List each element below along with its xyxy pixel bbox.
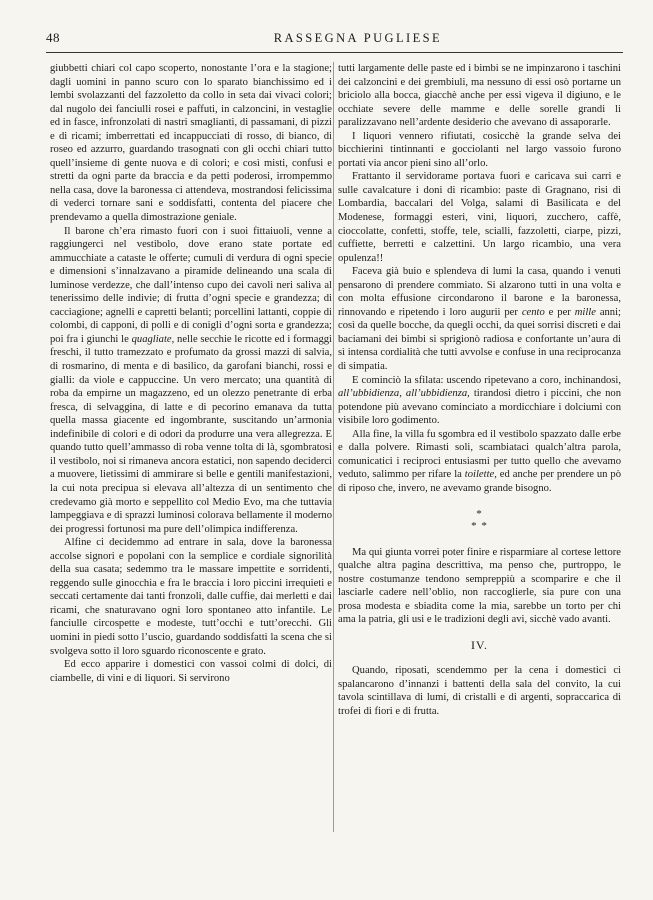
paragraph: giubbetti chiari col capo scoperto, nonostante l’ora e la stagione; dagli uomini in panno scuro con lo sparato bianchissimo ed i lembi svolazzanti del fazzoletto da collo in seta dai vivaci colori; dal nugolo dei fanciulli rosei e paffuti, in calzoncini, in vestaglie ed in fasce, infronzolati di nastri smaglianti, di passamani, di pizzi e di ricami; imberrettati ed incappucciati di rosso, di bianco, di roseo ed azzurro, guardando trasognati con gli occhi chiari tutto quell’insieme di gente nuova e di colori; e così misti, confusi e stretti da ogni parte da braccia e da petti poderosi, irrompemmo nella casa, dove la baronessa ci attendeva, mostrandosi felicissima di vederci tornare sani e soddisfatti, contenta del piacere che prendevamo a quella dimostrazione geniale.: [50, 63, 332, 224]
paragraph: Ed ecco apparire i domestici con vassoi colmi di dolci, di ciambelle, di vini e di liquori. Si servirono: [50, 659, 332, 684]
running-head: RASSEGNA PUGLIESE: [273, 31, 442, 45]
paragraph: Il barone ch’era rimasto fuori con i suoi fittaiuoli, venne a raggiungerci nel vestibolo, dove erano state portate ed ammucchiate a cataste le offerte; cumuli di verdura di ogni specie e dimensioni s’innalzavano a piramide delineando una scala di luminose verdezze, che dall’intenso cupo dei cavoli neri saliva al tenerissimo delle indivie; di frutta d’ogni specie e grandezza; di cacciagione; agnelli e capretti belanti; porcellini lattanti, coppie di colombi, di capponi, di polli e di conigli d’ogni sorta e grandezza; poi fra i giunchi le quagliate, nelle secchie le ricotte ed i formaggi freschi, il tutto tramezzato e profumato da grossi mazzi di salvia, di rosmarino, di menta e di basilico, da garofani bianchi, rossi e gialli: da viole e cappuccine. Un vero mercato; una quantità di roba da empirne un magazzeno, ed un olezzo penetrante di erba fresca, di selvaggina, di latte e di pecorino emanava da tutta quella massa giacente ed ingombrante, suscitando un’armonia indefinibile di colori e di odori da produrre una vera allegrezza. E quando tutto quell’ammasso di roba venne tolta di là, sgombratosi il vestibolo, noi si rimaneva ancora estatici, non sapendo deciderci a muovere, lietissimi di ammirare sì belle e gentili manifestazioni, la cui nota precipua si elevava all’altezza di un sentimento che credevamo già morto e seppellito col Medio Evo, ma che tuttavia lampeggiava e di sprazzi luminosi colorava bellamente il moderno dei progressi fortunosi ma pure dell’olimpica indifferenza.: [50, 225, 332, 535]
paragraph: I liquori vennero rifiutati, cosicchè la grande selva dei bicchierini tintinnanti e gocciolanti nel largo vassoio furono portati via ancor pieni sino all’orlo.: [338, 130, 621, 169]
chapter-heading: IV.: [470, 637, 489, 652]
paragraph: Alla fine, la villa fu sgombra ed il vestibolo spazzato dalle erbe e dalla polvere. Rimasti soli, scambiataci qualch’altra parola, comunicatici i reciproci entusiasmi per tutto quello che avevamo veduto, salimmo per rifare la toilette, ed anche per prendere un pò di riposo che, invero, ne avevamo grande bisogno.: [338, 428, 621, 494]
page-number: 48: [46, 30, 60, 45]
right-column: [338, 62, 621, 719]
header-rule: [46, 52, 623, 53]
column-divider: [333, 62, 334, 832]
paragraph: Alfine ci decidemmo ad entrare in sala, dove la baronessa accolse signori e popolani con la semplice e cordiale signorilità della sua casata; sedemmo tra le massare impettite e sorridenti, reggendo sulle ginocchia e fra le braccia i loro piccini irrequieti e seccati certamente dai tanti fronzoli, dalle cuffie, dai merletti e dai ricami, che snaturavano ogni loro spontaneo atto infantile. Le fanciulle circospette e modeste, tutt’occhi e tutt’orecchi. Gli uomini in piedi sotto l’uscio, guardando soddisfatti la scena che si svolgeva sotto il loro sguardo riconoscente e grato.: [50, 537, 332, 657]
paragraph: Quando, riposati, scendemmo per la cena i domestici ci spalancarono d’innanzi i battenti della sala del convito, la cui tavola scintillava di lumi, di cristalli e di argenti, sopraccarica di trofei di fiori e di frutta.: [338, 665, 621, 717]
paragraph: Faceva già buio e splendeva di lumi la casa, quando i venuti pensarono di prendere commiato. Si alzarono tutti in una volta e con molta effusione circondarono il barone e la baronessa, rinnovando e ripetendo i loro augurii per cento e per mille anni; così da quelle bocche, da quegli occhi, da quei sorrisi discreti e dai baciamani dei bimbi si sprigionò radiosa e confortante un’aura di sì intensa cordialità che tutti avvolse e confuse in una reciprocanza di simpatia.: [338, 266, 621, 373]
paragraph: Frattanto il servidorame portava fuori e caricava sui carri e sulle cavalcature i doni di ricambio: paste di Gragnano, risi di Lombardia, baccalari del Volga, salami di Basilicata e del Modenese, formaggi esteri, vini, liquori, zucchero, caffè, cioccolatte, confetti, stoffe, tele, scialli, fazzoletti, ciarpe, pizzi, cuffiette, berretti e calzettini. Un largo ricambio, una vera opulenza!!: [338, 171, 621, 264]
paragraph: tutti largamente delle paste ed i bimbi se ne impinzarono i taschini dei calzoncini e dei grembiuli, ma nessuno di essi osò portarne un briciolo alla bocca, giacchè anche per essi vigeva il digiuno, e le occhiate severe delle mamme e delle sorelle grandi li paralizzavano nell’ardente desiderio che avevano di assaporarle.: [338, 63, 621, 129]
paragraph: Ma qui giunta vorrei poter finire e risparmiare al cortese lettore qualche altra pagina descrittiva, ma penso che, purtroppo, le nostre costumanze tendono sempreppiù a scomparire e che il lasciarle cadere nell’oblio, non raccoglierle, sia pure con una prosa modesta e sbiadita come la mia, sarebbe un torto per chi ama la patria, gli usi e le tradizioni degli avi, sicchè vado avanti.: [338, 546, 621, 626]
paragraph: E cominciò la sfilata: uscendo ripetevano a coro, inchinandosi, all’ubbidienza, all’ubbidienza, tirandosi dietro i piccini, che non potendone più avevano cominciato a mordicchiare i dolciumi con visibile loro godimento.: [338, 374, 621, 427]
section-asterism: * * *: [471, 507, 488, 532]
left-column: [50, 62, 332, 685]
page-header: [46, 30, 617, 50]
italic-term: quagliate: [131, 333, 172, 345]
